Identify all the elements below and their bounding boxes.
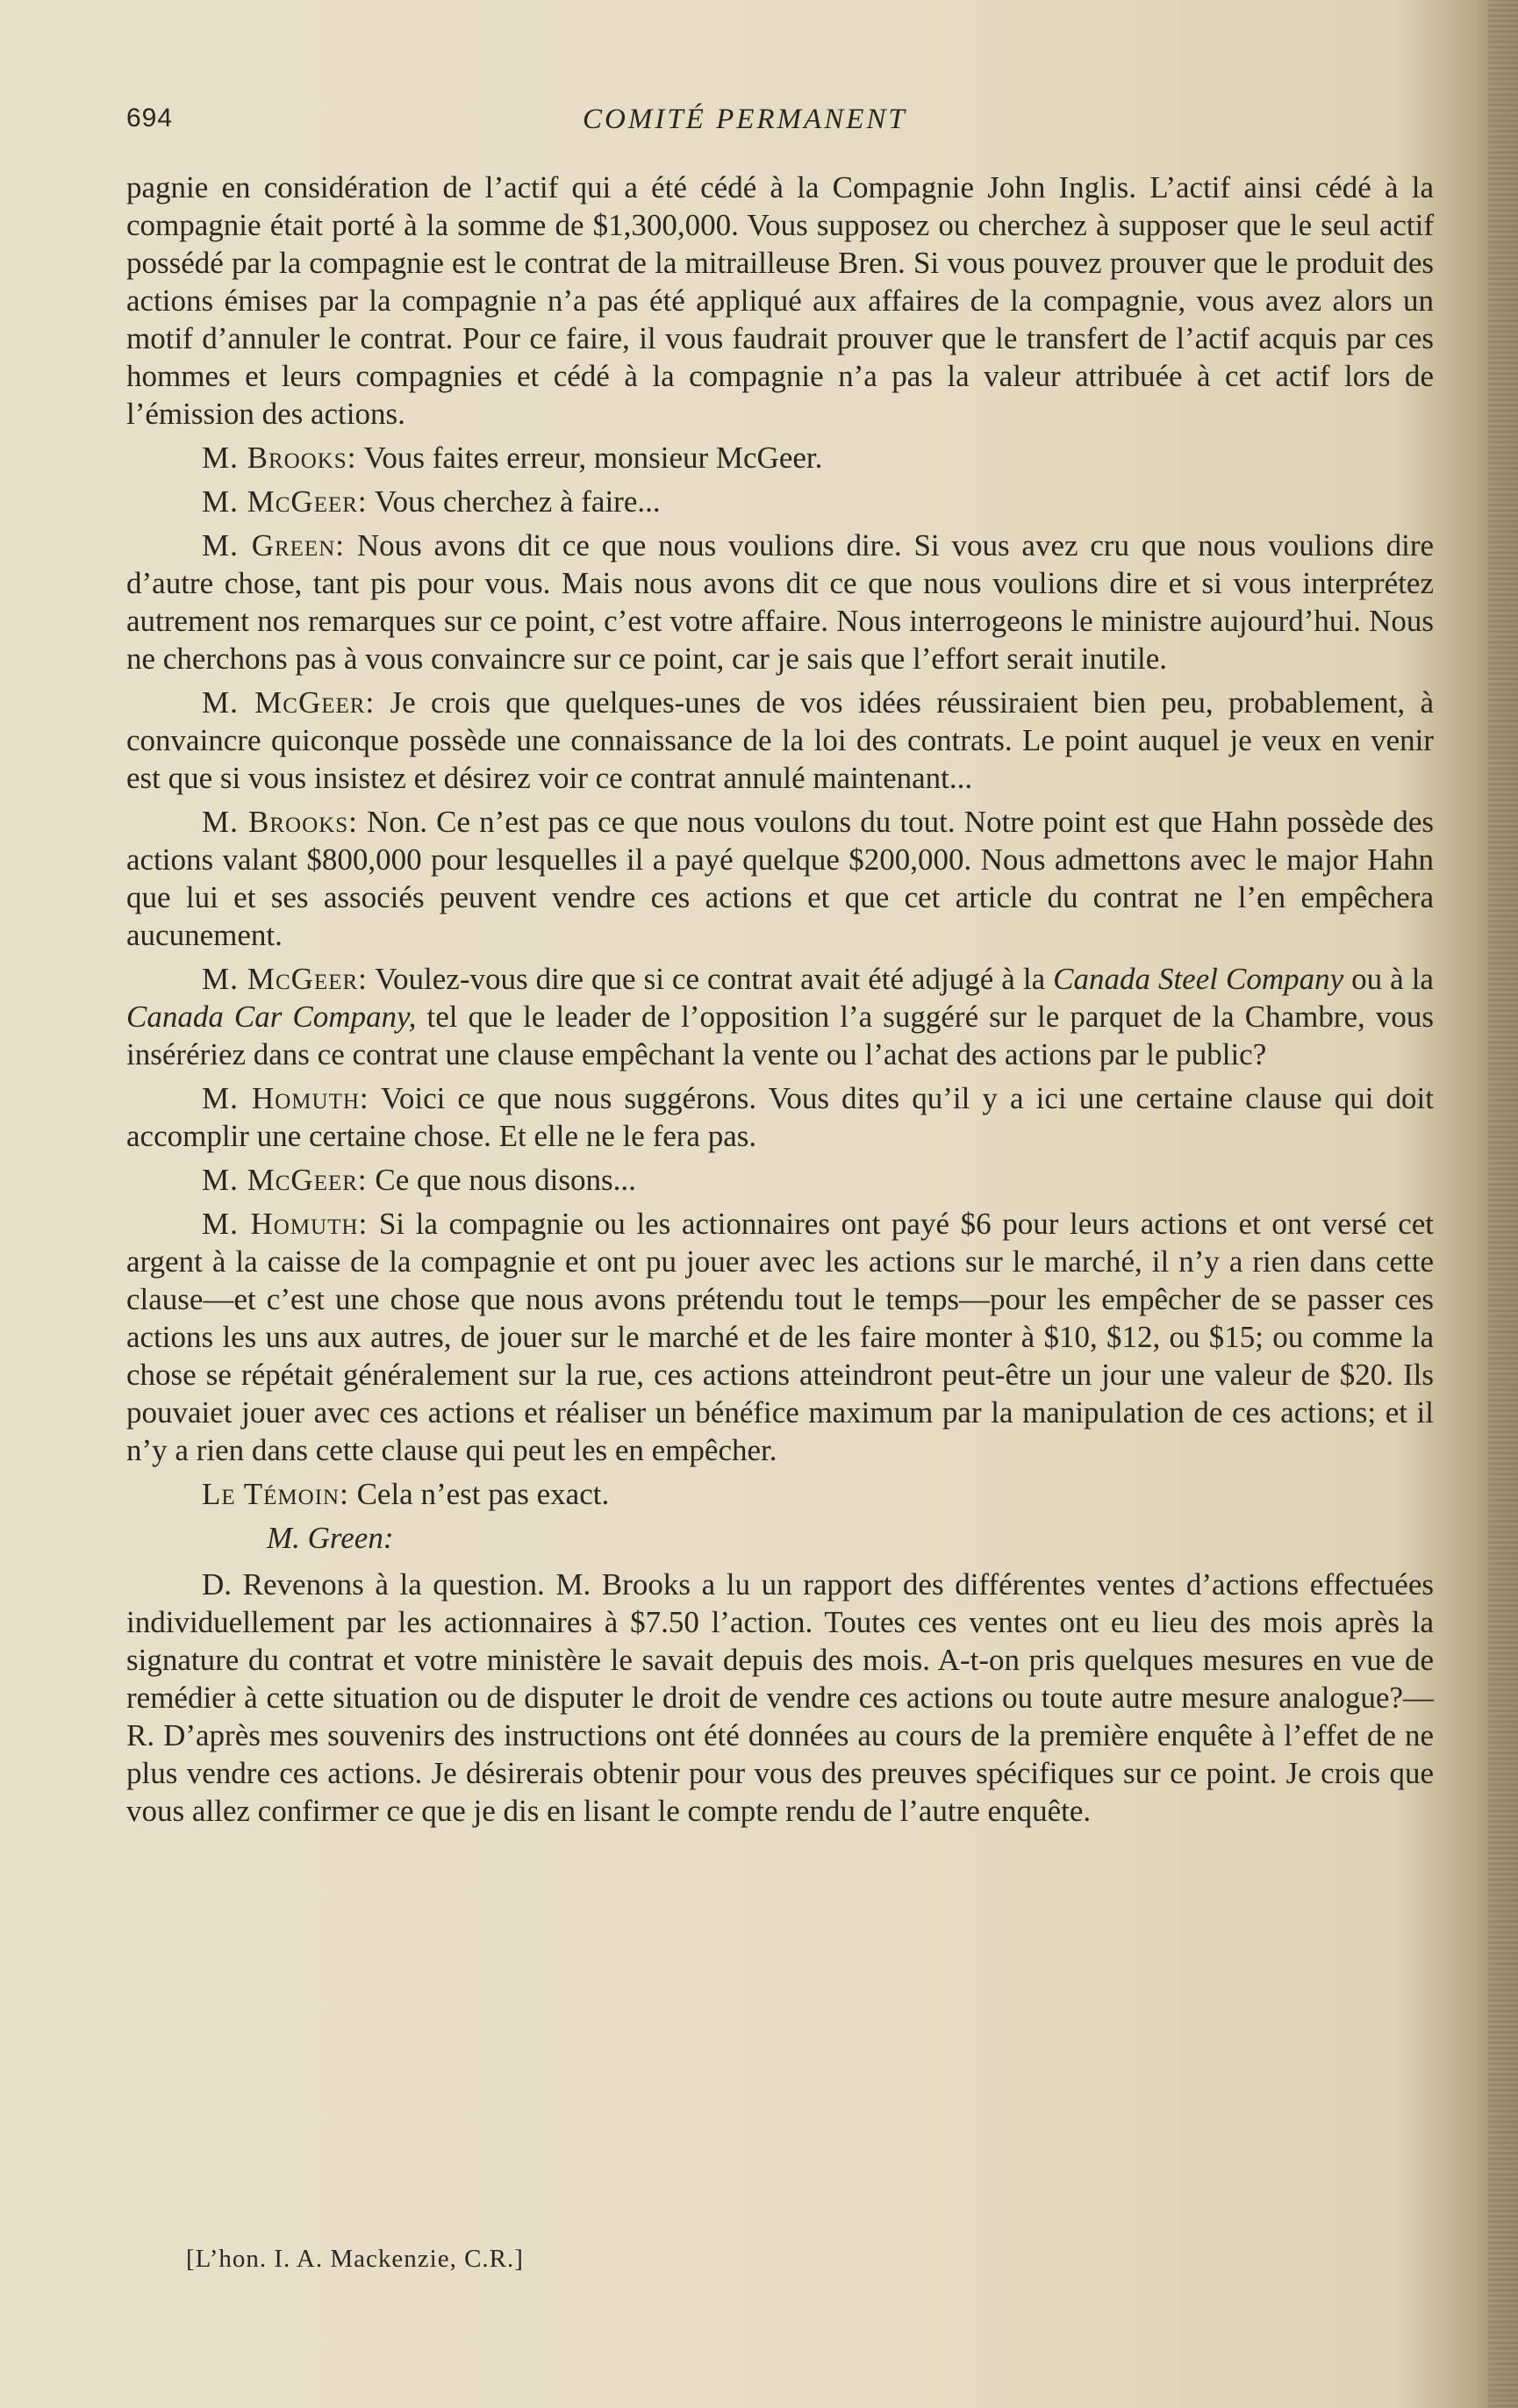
speech-text: Voulez-vous dire que si ce contrat avait été adjugé à la: [375, 962, 1054, 996]
company-name-italic: Canada Steel Company: [1053, 962, 1344, 996]
speaker-label: M. McGeer:: [202, 484, 368, 519]
page-number: 694: [126, 104, 174, 133]
speech-text: ou à la: [1343, 962, 1434, 996]
paragraph-continuation: [126, 168, 1434, 433]
speech-brooks-2: [126, 803, 1434, 954]
speech-homuth-2: [126, 1205, 1434, 1469]
page-edge: [1488, 0, 1518, 2408]
speaker-label: Le Témoin:: [202, 1477, 349, 1511]
question-answer: [126, 1566, 1434, 1830]
speaker-label: M. McGeer:: [202, 685, 376, 720]
speaker-label: M. Brooks:: [202, 805, 358, 839]
speech-mcgeer-3: [126, 960, 1434, 1073]
speech-brooks-1: [126, 439, 1434, 477]
page-header: [126, 104, 1434, 147]
running-head: COMITÉ PERMANENT: [583, 104, 907, 135]
speech-text: Nous avons dit ce que nous voulions dire. Si vous avez cru que nous voulions dire d’autre chose, tant pis pour vous. Mais nous avons dit ce que nous voulions dire et si vous interprétez autrement nos remarques sur ce point, c’est votre affaire. Nous interrogeons le ministre aujourd’hui. Nous ne cherchons pas à vous convaincre sur ce point, car je sais que l’effort serait inutile.: [126, 528, 1435, 676]
speech-homuth-1: [126, 1079, 1434, 1155]
page-body: [126, 168, 1434, 1836]
speech-text: tel que le leader de l’opposition l’a suggéré sur le parquet de la Chambre, vous insérériez dans ce contrat une clause empêchant la vente ou l’achat des actions par le public?: [126, 1000, 1434, 1071]
paragraph-text: pagnie en considération de l’actif qui a été cédé à la Compagnie John Inglis. L’actif ainsi cédé à la compagnie était porté à la somme de $1,300,000. Vous supposez ou cherchez à supposer que le seul actif possédé par la compagnie est le contrat de la mitrailleuse Bren. Si vous pouvez prouver que le produit des actions émises par la compagnie n’a pas été appliqué aux affaires de la compagnie, vous avez alors un motif d’annuler le contrat. Pour ce faire, il vous faudrait prouver que le transfert de l’actif acquis par ces hommes et leurs compagnies et cédé à la compagnie n’a pas la valeur attribuée à cet actif lors de l’émission des actions.: [126, 170, 1434, 431]
speech-witness: [126, 1475, 1434, 1513]
speaker-label: M. Homuth:: [202, 1207, 369, 1241]
speech-text: Cela n’est pas exact.: [356, 1477, 610, 1511]
speaker-label: M. McGeer:: [202, 962, 368, 996]
speech-text: Vous faites erreur, monsieur McGeer.: [363, 441, 823, 475]
examiner-heading: M. Green:: [267, 1521, 394, 1555]
speech-text: Ce que nous disons...: [375, 1163, 636, 1197]
company-name-italic: Canada Car Company,: [126, 1000, 417, 1034]
speaker-label: M. Brooks:: [202, 441, 357, 475]
speech-mcgeer-2: [126, 684, 1434, 797]
speaker-label: M. Homuth:: [202, 1081, 369, 1115]
speech-text: D. Revenons à la question. M. Brooks a lu un rapport des différentes ventes d’actions effectuées individuellement par les actionnaires à $7.50 l’action. Toutes ces ventes ont eu lieu des mois après la signature du contrat et votre ministère le savait depuis des mois. A-t-on pris quelques mesures en vue de remédier à cette situation ou de disputer le droit de vendre ces actions ou toute autre mesure analogue?—R. D’après mes souvenirs des instructions ont été données au cours de la première enquête à l’effet de ne plus vendre ces actions. Je désirerais obtenir pour vous des preuves spécifiques sur ce point. Je crois que vous allez confirmer ce que je dis en lisant le compte rendu de l’autre enquête.: [126, 1567, 1434, 1828]
speech-text: Voici ce que nous suggérons. Vous dites qu’il y a ici une certaine clause qui doit accomplir une certaine chose. Et elle ne le fera pas.: [126, 1081, 1434, 1153]
speech-green-1: [126, 527, 1434, 677]
speech-mcgeer-4: [126, 1161, 1434, 1199]
speech-text: Je crois que quelques-unes de vos idées réussiraient bien peu, probablement, à convaincre quiconque possède une connaissance de la loi des contrats. Le point auquel je veux en venir est que si vous insistez et désirez voir ce contrat annulé maintenant...: [126, 685, 1435, 795]
footer-citation: [L’hon. I. A. Mackenzie, C.R.]: [186, 2245, 524, 2273]
speech-text: Non. Ce n’est pas ce que nous voulons du tout. Notre point est que Hahn possède des actions valant $800,000 pour lesquelles il a payé quelque $200,000. Nous admettons avec le major Hahn que lui et ses associés peuvent vendre ces actions et que cet article du contrat ne l’en empêchera aucunement.: [126, 805, 1434, 952]
speaker-label: M. McGeer:: [202, 1163, 368, 1197]
speech-mcgeer-1: [126, 483, 1434, 520]
speaker-label: M. Green:: [202, 528, 345, 563]
speech-text: Si la compagnie ou les actionnaires ont payé $6 pour leurs actions et ont versé cet argent à la caisse de la compagnie et ont pu jouer avec les actions sur le marché, il n’y a rien dans cette clause—et c’est une chose que nous avons prétendu tout le temps—pour les empêcher de se passer ces actions les uns aux autres, de jouer sur le marché et de les faire monter à $10, $12, ou $15; ou comme la chose se répétait généralement sur la rue, ces actions atteindront peut-être un jour une valeur de $20. Ils pouvaiet jouer avec ces actions et réaliser un bénéfice maximum par la manipulation de ces actions; et il n’y a rien dans cette clause qui peut les en empêcher.: [126, 1207, 1434, 1467]
speech-text: Vous cherchez à faire...: [374, 484, 661, 519]
